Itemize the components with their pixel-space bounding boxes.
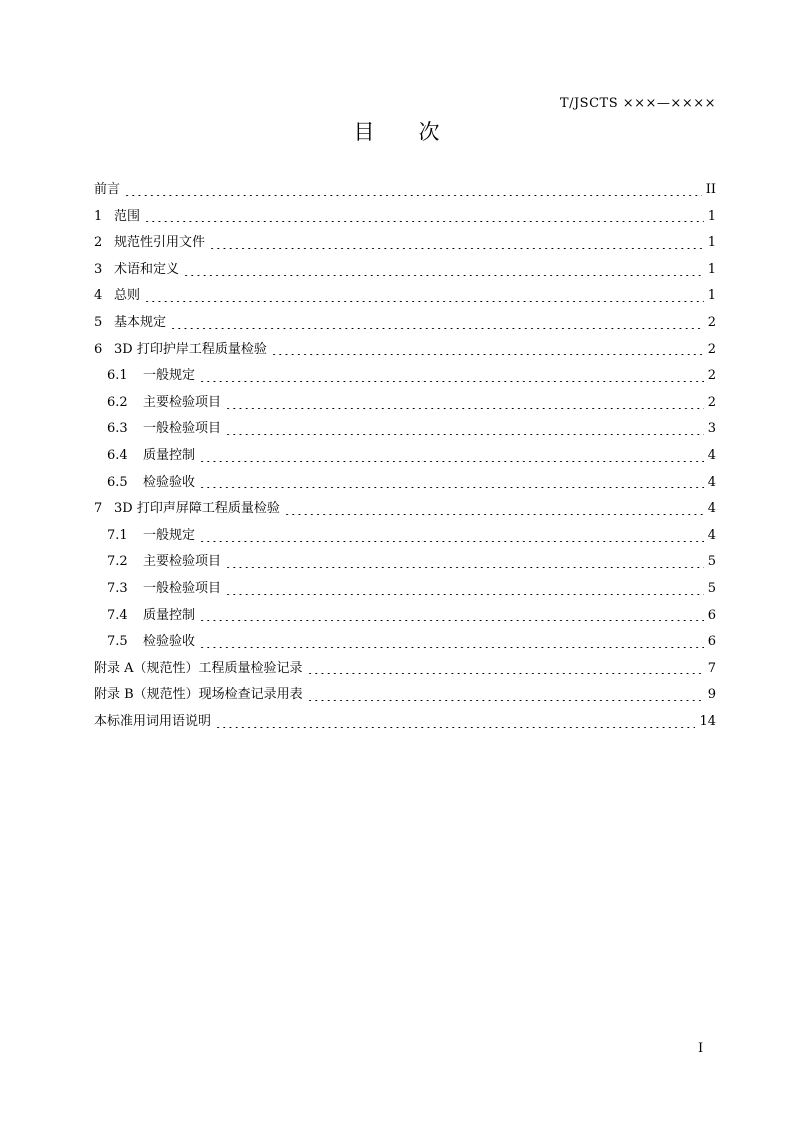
toc-entry-label: 基本规定 — [114, 314, 167, 330]
toc-entry[interactable] — [94, 390, 716, 417]
toc-dot-leader — [271, 354, 704, 355]
toc-entry-page: 4 — [707, 501, 716, 517]
toc-dot-leader — [144, 301, 704, 302]
toc-dot-leader — [225, 408, 704, 409]
toc-entry[interactable] — [94, 523, 716, 550]
toc-entry-label: 范围 — [114, 208, 141, 224]
toc-entry[interactable] — [94, 603, 716, 630]
toc-entry[interactable] — [94, 230, 716, 257]
toc-entry-number: 2 — [94, 235, 103, 251]
table-of-contents — [94, 177, 716, 735]
toc-entry-page: 2 — [707, 394, 716, 410]
toc-entry[interactable] — [94, 629, 716, 656]
toc-entry[interactable] — [94, 204, 716, 231]
toc-entry-label: 附录 A（规范性）工程质量检验记录 — [94, 660, 303, 676]
toc-entry-page: 9 — [707, 687, 716, 703]
toc-entry-number: 5 — [94, 314, 103, 330]
toc-entry-page: 5 — [707, 580, 716, 596]
toc-dot-leader — [284, 514, 704, 515]
toc-entry-label: 检验验收 — [143, 474, 196, 490]
toc-entry-number: 6.2 — [107, 394, 128, 410]
toc-entry-number: 7.3 — [107, 580, 128, 596]
toc-entry-number: 6.4 — [107, 447, 128, 463]
toc-dot-leader — [199, 647, 704, 648]
toc-entry[interactable] — [94, 283, 716, 310]
toc-entry-number: 7.1 — [107, 527, 128, 543]
toc-entry-label: 总则 — [114, 288, 141, 304]
toc-entry-label: 一般检验项目 — [143, 421, 222, 437]
toc-entry-number: 7.4 — [107, 607, 128, 623]
toc-entry-page: 3 — [707, 421, 716, 437]
toc-entry-page: 1 — [707, 261, 716, 277]
toc-entry-number: 3 — [94, 261, 103, 277]
document-code: T/JSCTS ×××—×××× — [559, 96, 716, 111]
toc-dot-leader — [199, 461, 704, 462]
toc-entry[interactable] — [94, 257, 716, 284]
toc-entry-page: II — [705, 182, 716, 197]
toc-entry-page: 4 — [707, 474, 716, 490]
toc-entry-label: 主要检验项目 — [143, 394, 222, 410]
toc-entry-number: 7 — [94, 501, 103, 517]
toc-dot-leader — [225, 434, 704, 435]
toc-entry[interactable] — [94, 709, 716, 736]
toc-entry[interactable] — [94, 337, 716, 364]
toc-entry[interactable] — [94, 443, 716, 470]
toc-entry[interactable] — [94, 363, 716, 390]
toc-dot-leader — [124, 195, 702, 196]
toc-entry-label: 3D 打印护岸工程质量检验 — [114, 341, 267, 357]
toc-dot-leader — [199, 487, 704, 488]
toc-entry-label: 本标准用词用语说明 — [94, 713, 212, 729]
toc-entry-page: 4 — [707, 527, 716, 543]
toc-entry-page: 14 — [699, 713, 716, 729]
toc-heading: 目次 — [353, 120, 484, 144]
toc-entry[interactable] — [94, 496, 716, 523]
toc-dot-leader — [215, 727, 695, 728]
toc-dot-leader — [199, 381, 704, 382]
toc-entry-label: 术语和定义 — [114, 261, 180, 277]
toc-entry-label: 一般规定 — [143, 368, 196, 384]
toc-dot-leader — [199, 541, 704, 542]
toc-entry[interactable] — [94, 656, 716, 683]
toc-entry-number: 4 — [94, 288, 103, 304]
page-number: I — [698, 1041, 704, 1056]
toc-entry-number: 6.3 — [107, 421, 128, 437]
toc-entry[interactable] — [94, 470, 716, 497]
toc-entry-page: 2 — [707, 314, 716, 330]
toc-entry-number: 6.1 — [107, 368, 128, 384]
toc-entry-label: 规范性引用文件 — [114, 235, 206, 251]
toc-entry-label: 一般检验项目 — [143, 580, 222, 596]
toc-entry-label: 3D 打印声屏障工程质量检验 — [114, 501, 280, 517]
toc-entry[interactable] — [94, 549, 716, 576]
toc-entry-page: 2 — [707, 368, 716, 384]
toc-entry-page: 1 — [707, 235, 716, 251]
toc-dot-leader — [307, 700, 704, 701]
toc-entry-page: 1 — [707, 208, 716, 224]
toc-dot-leader — [170, 328, 704, 329]
toc-dot-leader — [183, 275, 704, 276]
toc-dot-leader — [144, 221, 704, 222]
toc-entry-number: 6.5 — [107, 474, 128, 490]
toc-entry-number: 1 — [94, 208, 103, 224]
toc-entry-label: 质量控制 — [143, 607, 196, 623]
toc-entry-page: 2 — [707, 341, 716, 357]
toc-entry-label: 检验验收 — [143, 634, 196, 650]
toc-entry[interactable] — [94, 576, 716, 603]
toc-entry-number: 6 — [94, 341, 103, 357]
toc-entry-label: 前言 — [94, 182, 121, 197]
toc-dot-leader — [225, 594, 704, 595]
toc-entry-label: 主要检验项目 — [143, 554, 222, 570]
toc-entry-label: 一般规定 — [143, 527, 196, 543]
toc-entry-page: 4 — [707, 447, 716, 463]
toc-dot-leader — [209, 248, 704, 249]
toc-entry-number: 7.5 — [107, 634, 128, 650]
toc-entry[interactable] — [94, 310, 716, 337]
toc-dot-leader — [307, 673, 704, 674]
toc-dot-leader — [225, 567, 704, 568]
toc-entry-page: 6 — [707, 634, 716, 650]
toc-entry-label: 附录 B（规范性）现场检查记录用表 — [94, 687, 303, 703]
toc-entry[interactable] — [94, 416, 716, 443]
toc-entry-label: 质量控制 — [143, 447, 196, 463]
toc-entry-page: 7 — [707, 660, 716, 676]
toc-entry-page: 1 — [707, 288, 716, 304]
toc-entry-page: 6 — [707, 607, 716, 623]
toc-entry[interactable] — [94, 177, 716, 204]
toc-dot-leader — [199, 620, 704, 621]
toc-entry-number: 7.2 — [107, 554, 128, 570]
toc-entry[interactable] — [94, 682, 716, 709]
toc-entry-page: 5 — [707, 554, 716, 570]
